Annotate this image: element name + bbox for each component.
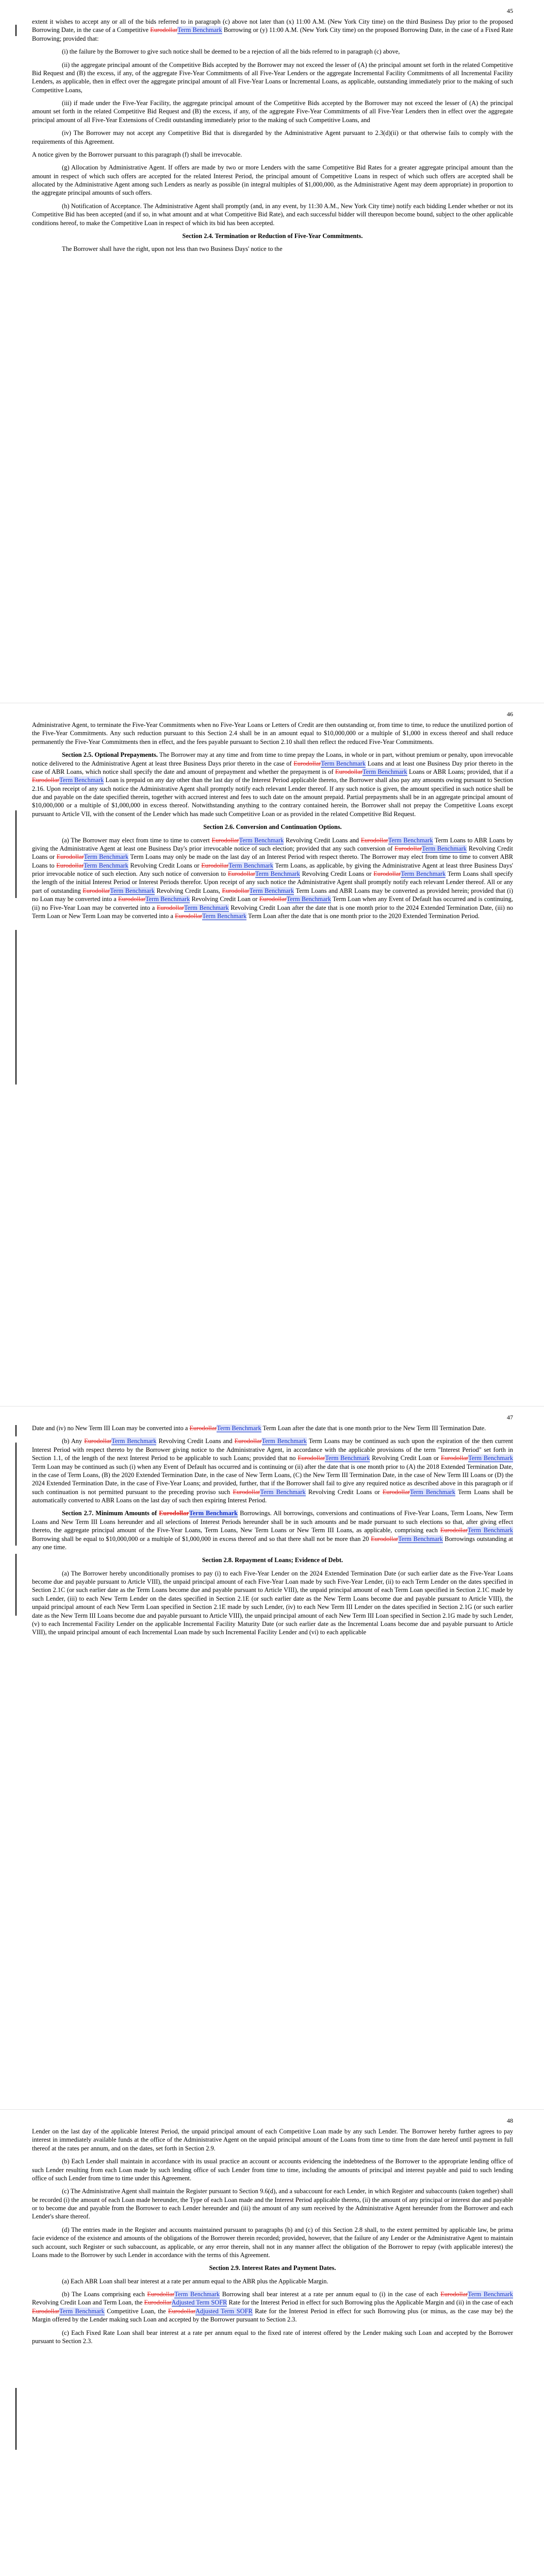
- page-number: 48: [507, 2117, 513, 2124]
- paragraph: Section 2.5. Optional Prepayments. The Borrower may at any time and from time to time prepay the Loans, in whole or in part, without premium or penalty, upon irrevocable notice delivered to the Administrative Agent at least three Business Days prior thereto in the case of EurodollarTerm Benchmark Loans and at least one Business Day prior thereto in the case of ABR Loans, which notice shall specify the date and amount of prepayment and whether the prepayment is of EurodollarTerm Benchmark Loans or ABR Loans; provided, that if a EurodollarTerm Benchmark Loan is prepaid on any day other than the last day of the Interest Period applicable thereto, the Borrower shall also pay any amounts owing pursuant to Section 2.16. Upon receipt of any such notice the Administrative Agent shall promptly notify each relevant Lender thereof. If any such notice is given, the amount specified in such notice shall be due and payable on the date specified therein, together with accrued interest and fees to such date on the amount prepaid. Partial prepayments shall be in an aggregate principal amount of $10,000,000 or a multiple of $1,000,000 in excess thereof. Notwithstanding anything to the contrary contained herein, the Borrower shall not prepay the Competitive Loans except pursuant to Article VII, with the consent of the Lender which has made such Competitive Loan or as provided in the related Competitive Bid Request.: [32, 751, 513, 818]
- page-number: 46: [507, 710, 513, 718]
- page-body: [32, 721, 513, 925]
- page-48: [0, 2110, 544, 2576]
- paragraph: (h) Notification of Acceptance. The Administrative Agent shall promptly (and, in any event, by 11:30 A.M., New York City time) notify each bidding Lender whether or not its Competitive Bid has been accepted (and if so, in what amount and at what Competitive Bid Rate), and each successful bidder will thereupon become bound, subject to the other applicable conditions hereof, to make the Competitive Loan in respect of which its bid has been accepted.: [32, 202, 513, 227]
- paragraph: (c) The Administrative Agent shall maintain the Register pursuant to Section 9.6(d), and a subaccount for each Lender, in which Register and subaccounts (taken together) shall be recorded (i) the amount of each Loan made hereunder, the Type of each Loan made and the Interest Period applicable thereto, (ii) the amount of any principal or interest due and payable or to become due and payable from the Borrower to each Lender hereunder and (iii) the amount of any sum received by the Administrative Agent hereunder from the Borrower and each Lender's share thereof.: [32, 2188, 513, 2221]
- paragraph: (d) The entries made in the Register and accounts maintained pursuant to paragraphs (b) and (c) of this Section 2.8 shall, to the extent permitted by applicable law, be prima facie evidence of the existence and amounts of the obligations of the Borrower therein recorded; provided, however, that the failure of any Lender or the Administrative Agent to maintain such account, such Register or such subaccount, as applicable, or any error therein, shall not in any manner affect the obligation of the Borrower to repay (with applicable interest) the Loans made to the Borrower by such Lender in accordance with the terms of this Agreement.: [32, 2226, 513, 2259]
- page-body: [32, 2127, 513, 2350]
- paragraph: extent it wishes to accept any or all of the bids referred to in paragraph (c) above not later than (x) 11:00 A.M. (New York City time) on the third Business Day prior to the proposed Borrowing Date, in the case of a Competitive EurodollarTerm Benchmark Borrowing or (y) 11:00 A.M. (New York City time) on the proposed Borrowing Date, in the case of a Fixed Rate Borrowing; provided that:: [32, 18, 513, 42]
- change-bar: [15, 1425, 17, 1436]
- paragraph: (a) Each ABR Loan shall bear interest at a rate per annum equal to the ABR plus the Applicable Margin.: [62, 2277, 328, 2285]
- paragraph: Lender on the last day of the applicable Interest Period, the unpaid principal amount of each Competitive Loan made by any such Lender. The Borrower hereby further agrees to pay interest in immediately available funds at the office of the Administrative Agent on the unpaid principal amount of the Loans from time to time from the date hereof until payment in full thereof at the rates per annum, and on the dates, set forth in Section 2.9.: [32, 2128, 513, 2152]
- page-number: 47: [507, 1414, 513, 1421]
- paragraph: (b) Any EurodollarTerm Benchmark Revolving Credit Loans and EurodollarTerm Benchmark Term Loans may be continued as such upon the expiration of the then current Interest Period with respect thereto by the Borrower giving notice to the Administrative Agent, in accordance with the applicable provisions of the term "Interest Period" set forth in Section 1.1, of the length of the next Interest Period to be applicable to such Loans; provided that no EurodollarTerm Benchmark Revolving Credit Loan or EurodollarTerm Benchmark Term Loan may be continued as such (i) when any Event of Default has occurred and is continuing or (ii) after the date that is one month prior to (A) the 2018 Extended Termination Date, in the case of Term Loans, (B) the 2020 Extended Termination Date, in the case of New Term Loans, (C) the New Term III Termination Date, in the case of New Term III Loans or (D) the 2024 Extended Termination Date, in the case of Five-Year Loans; and provided, further, that if the Borrower shall fail to give any required notice as described above in this paragraph or if such continuation is not permitted pursuant to the preceding proviso such EurodollarTerm Benchmark Revolving Credit Loans or EurodollarTerm Benchmark Term Loans shall be automatically converted to ABR Loans on the last day of such then expiring Interest Period.: [32, 1437, 513, 1504]
- paragraph: (b) The Loans comprising each EurodollarTerm Benchmark Borrowing shall bear interest at a rate per annum equal to (i) in the case of each EurodollarTerm Benchmark Revolving Credit Loan and Term Loan, the EurodollarAdjusted Term SOFR Rate for the Interest Period in effect for such Borrowing plus the Applicable Margin and (ii) in the case of each EurodollarTerm Benchmark Competitive Loan, the EurodollarAdjusted Term SOFR Rate for the Interest Period in effect for such Borrowing plus (or minus, as the case may be) the Margin offered by the Lender making such Loan and accepted by the Borrower pursuant to Section 2.3.: [32, 2291, 513, 2324]
- page-46: [0, 703, 544, 1406]
- paragraph: (iv) The Borrower may not accept any Competitive Bid that is disregarded by the Administrative Agent pursuant to 2.3(d)(ii) or that otherwise fails to comply with the requirements of this Agreement.: [32, 129, 513, 145]
- section-heading: Section 2.4. Termination or Reduction of Five-Year Commitments.: [182, 232, 363, 240]
- paragraph: Administrative Agent, to terminate the Five-Year Commitments when no Five-Year Loans or Letters of Credit are then outstanding or, from time to time, to reduce the unutilized portion of the Five-Year Commitments. Any such reduction pursuant to this Section 2.4 shall be in an amount equal to $10,000,000 or a multiple of $1,000 in excess thereof and shall reduce permanently the Five-Year Commitments then in effect, and the fees payable pursuant to Section 2.10 shall then reflect the reduced Five-Year Commitments.: [32, 721, 513, 745]
- paragraph: (a) The Borrower may elect from time to time to convert EurodollarTerm Benchmark Revolving Credit Loans and EurodollarTerm Benchmark Term Loans to ABR Loans by giving the Administrative Agent at least one Business Day's prior irrevocable notice of such election; provided that any such conversion of EurodollarTerm Benchmark Revolving Credit Loans or EurodollarTerm Benchmark Term Loans may only be made on the last day of an Interest Period with respect thereto. The Borrower may elect from time to time to convert ABR Loans to EurodollarTerm Benchmark Revolving Credit Loans or EurodollarTerm Benchmark Term Loans, as applicable, by giving the Administrative Agent at least three Business Days' prior irrevocable notice of such election. Any such notice of conversion to EurodollarTerm Benchmark Revolving Credit Loans or EurodollarTerm Benchmark Term Loans shall specify the length of the initial Interest Period or Interest Periods therefor. Upon receipt of any such notice the Administrative Agent shall promptly notify each relevant Lender thereof. All or any part of outstanding EurodollarTerm Benchmark Revolving Credit Loans, EurodollarTerm Benchmark Term Loans and ABR Loans may be converted as provided herein; provided that (i) no Loan may be converted into a EurodollarTerm Benchmark Revolving Credit Loan or EurodollarTerm Benchmark Term Loan when any Event of Default has occurred and is continuing, (ii) no Five-Year Loan may be converted into a EurodollarTerm Benchmark Revolving Credit Loan after the date that is one month prior to the 2024 Extended Termination Date, (iii) no Term Loan or New Term Loan may be converted into a EurodollarTerm Benchmark Term Loan after the date that is one month prior to the 2020 Extended Termination Period.: [32, 836, 514, 920]
- page-47: [0, 1406, 544, 2109]
- change-bar: [15, 25, 17, 36]
- paragraph: (c) Each Fixed Rate Loan shall bear interest at a rate per annum equal to the fixed rate of interest offered by the Lender making such Loan and accepted by the Borrower pursuant to Section 2.3.: [32, 2329, 513, 2345]
- change-bar: [15, 1443, 17, 1546]
- paragraph: A notice given by the Borrower pursuant to this paragraph (f) shall be irrevocable.: [32, 150, 242, 158]
- paragraph: The Borrower shall have the right, upon not less than two Business Days' notice to the: [62, 245, 283, 253]
- change-bar: [15, 930, 17, 1084]
- paragraph: Date and (iv) no New Term III Loan may be converted into a EurodollarTerm Benchmark Term Loan after the date that is one month prior to the New Term III Termination Date.: [32, 1425, 486, 1432]
- page-45: [0, 0, 544, 703]
- paragraph: (i) the failure by the Borrower to give such notice shall be deemed to be a rejection of all the bids referred to in paragraph (c) above,: [62, 48, 400, 56]
- section-heading: Section 2.9. Interest Rates and Payment Dates.: [209, 2264, 336, 2272]
- paragraph: (g) Allocation by Administrative Agent. If offers are made by two or more Lenders with the same Competitive Bid Rates for a greater aggregate principal amount than the amount in respect of which such offers are accepted for the related Interest Period, the principal amount of Competitive Loans in respect of which such offers are accepted shall be allocated by the Administrative Agent among such Lenders as nearly as possible (in integral multiples of $1,000,000, as the Administrative Agent may deem appropriate) in proportion to the aggregate principal amounts of such offers.: [32, 164, 513, 197]
- page-body: [32, 1424, 513, 1641]
- paragraph: (b) Each Lender shall maintain in accordance with its usual practice an account or accounts evidencing the indebtedness of the Borrower to the appropriate lending office of such Lender resulting from each Loan made by such lending office of such Lender from time to time, including the amounts of principal and interest payable and paid to such lending office of such Lender from time to time under this Agreement.: [32, 2158, 513, 2182]
- change-bar: [15, 810, 17, 898]
- paragraph: Section 2.7. Minimum Amounts of EurodollarTerm Benchmark Borrowings. All borrowings, conversions and continuations of Five-Year Loans, Term Loans, New Term Loans and New Term III Loans hereunder and all selections of Interest Periods hereunder shall be in such amounts and be made pursuant to such elections so that, after giving effect thereto, the aggregate principal amount of the Five-Year Loans, Term Loans, New Term Loans or New Term III Loans, as applicable, comprising each EurodollarTerm Benchmark Borrowing shall be equal to $10,000,000 or a multiple of $1,000,000 in excess thereof and so that there shall not be more than 20 EurodollarTerm Benchmark Borrowings outstanding at any one time.: [32, 1510, 513, 1551]
- paragraph: (ii) the aggregate principal amount of the Competitive Bids accepted by the Borrower may not exceed the lesser of (A) the principal amount set forth in the related Competitive Bid Request and (B) the excess, if any, of the aggregate Five-Year Commitments of all Five-Year Lenders or the aggregate Incremental Facility Commitments of all Incremental Facility Lenders, as applicable, then in effect over the aggregate principal amount of all Five-Year Loans or Incremental Loans, as applicable, outstanding immediately prior to the making of such Competitive Loans,: [32, 61, 513, 94]
- change-bar: [15, 2388, 17, 2450]
- paragraph: (a) The Borrower hereby unconditionally promises to pay (i) to each Five-Year Lender on the 2024 Extended Termination Date (or such earlier date as the Five-Year Loans become due and payable pursuant to Article VIII), the unpaid principal amount of each Five-Year Loan made by such Five-Year Lender, (ii) to each Term Lender on the dates specified in Section 2.1C (or such earlier date as the Term Loans become due and payable pursuant to Article VIII), the unpaid principal amount of each Term Loan specified in Section 2.1C made by such Lender, (iii) to each New Term Lender on the dates specified in Section 2.1E (or such earlier date as the New Term Loans become due and payable pursuant to Article VIII), the unpaid principal amount of each New Term Loan specified in Section 2.1E made by such Lender, (iv) to each New Term III Lender on the dates specified in Section 2.1G (or such earlier date as the New Term III Loans become due and payable pursuant to Article VIII), the unpaid principal amount of each New Term III Loan specified in Section 2.1G made by such Lender, (v) to each Incremental Facility Lender on the applicable Incremental Facility Maturity Date (or such earlier date as the Incremental Loans become due and payable pursuant to Article VIII), the unpaid principal amount of each Incremental Loan made by such Incremental Facility Lender and (vi) to each applicable: [32, 1569, 513, 1636]
- section-heading: Section 2.8. Repayment of Loans; Evidence of Debt.: [202, 1556, 343, 1564]
- page-number: 45: [507, 7, 513, 14]
- change-bar: [15, 1554, 17, 1616]
- section-heading: Section 2.6. Conversion and Continuation Options.: [203, 823, 342, 831]
- paragraph: (iii) if made under the Five-Year Facility, the aggregate principal amount of the Competitive Bids accepted by the Borrower may not exceed the lesser of (A) the principal amount set forth in the related Competitive Bid Request and (B) the excess, if any, of the aggregate Five-Year Commitments of all Five-Year Lenders then in effect over the aggregate principal amount of all Five-Year Extensions of Credit outstanding immediately prior to the making of such Competitive Loans, and: [32, 99, 513, 124]
- page-body: [32, 18, 513, 258]
